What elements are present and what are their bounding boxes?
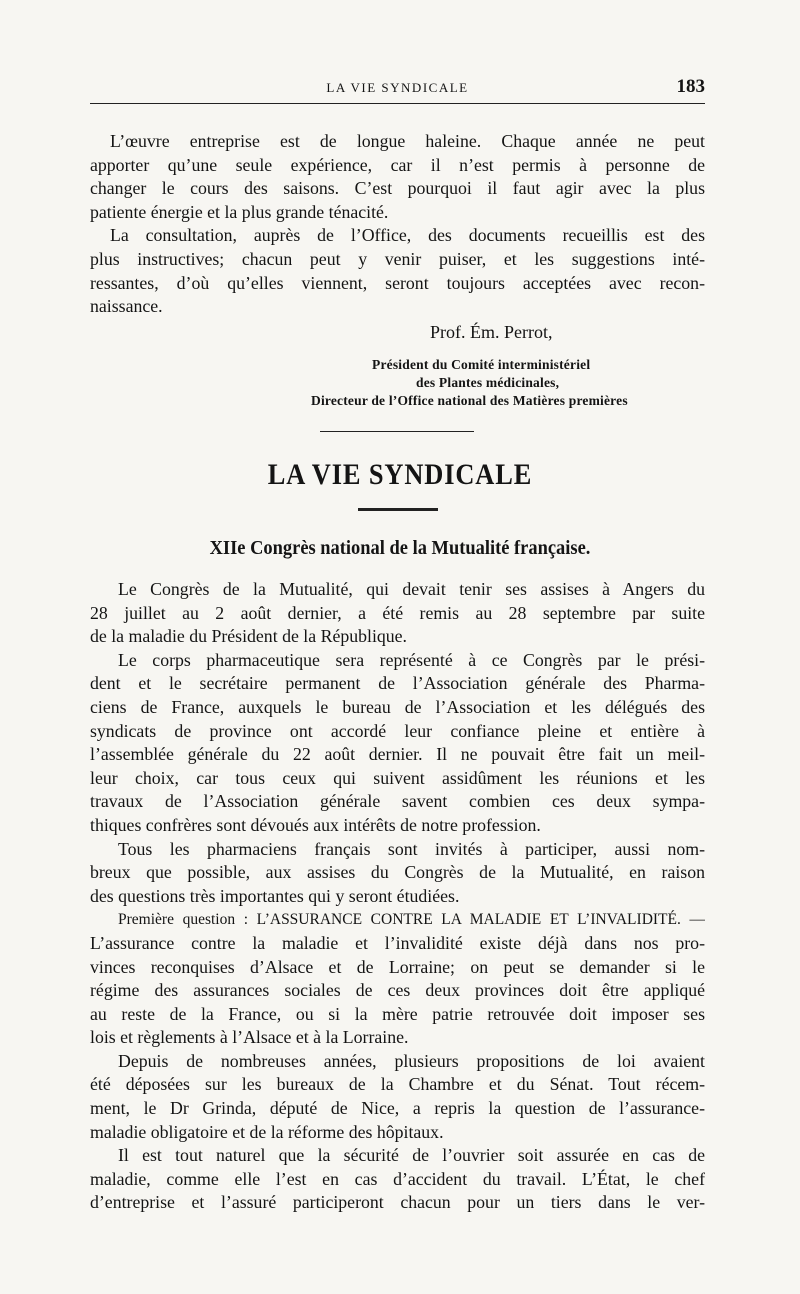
intro-line: changer le cours des saisons. C’est pourquoi il faut agir avec la plus <box>90 178 705 199</box>
signature-title-line: Président du Comité interministériel <box>372 357 591 372</box>
running-title: LA VIE SYNDICALE <box>326 80 469 95</box>
body-line: 28 juillet au 2 août dernier, a été remis au 28 septembre par suite <box>90 602 705 623</box>
body-line: au reste de la France, ou si la mère patrie retrouvée doit imposer ses <box>90 1003 705 1024</box>
body-line: été déposées sur les bureaux de la Chambre et du Sénat. Tout récem- <box>90 1074 705 1095</box>
signature-name: Prof. Ém. Perrot, <box>430 322 553 342</box>
running-head <box>90 76 705 100</box>
intro-line: plus instructives; chacun peut y venir puiser, et les suggestions inté- <box>90 248 705 269</box>
body-line: Le corps pharmaceutique sera représenté à ce Congrès par le prési- <box>118 649 705 670</box>
intro-line: L’œuvre entreprise est de longue haleine. Chaque année ne peut <box>110 131 705 151</box>
intro-line: apporter qu’une seule expérience, car il n’est permis à personne de <box>90 154 705 175</box>
body-line: ment, le Dr Grinda, député de Nice, a repris la question de l’assurance- <box>90 1098 705 1119</box>
body-line: leur choix, car tous ceux qui suivent assidûment les réunions et les <box>90 767 705 788</box>
body-line: Depuis de nombreuses années, plusieurs propositions de loi avaient <box>118 1050 705 1071</box>
intro-line: ressantes, d’où qu’elles viennent, seront toujours acceptées avec recon- <box>90 272 705 293</box>
section-title: LA VIE SYNDICALE <box>267 458 533 491</box>
body-line: dent et le secrétaire permanent de l’Association générale des Pharma- <box>90 673 705 694</box>
body-line: d’entreprise et l’assuré participeront chacun pour un tiers dans le ver- <box>90 1192 705 1213</box>
body-line: maladie, comme elle l’est en cas d’accident du travail. L’État, le chef <box>90 1168 705 1189</box>
body-line: Le Congrès de la Mutualité, qui devait tenir ses assises à Angers du <box>118 579 705 599</box>
body-line: Première question : L’ASSURANCE CONTRE LA MALADIE ET L’INVALIDITÉ. — <box>118 911 705 929</box>
body-line: maladie obligatoire et de la réforme des hôpitaux. <box>90 1121 444 1142</box>
body-line: syndicats de province ont accordé leur confiance pleine et entière à <box>90 720 705 741</box>
body-text <box>90 578 705 1215</box>
title-underline <box>358 508 438 511</box>
body-line: l’assemblée générale du 22 août dernier. Il ne pouvait être fait un meil- <box>90 744 705 765</box>
body-line: régime des assurances sociales de ces deux provinces doit être appliqué <box>90 980 705 1001</box>
intro-line: naissance. <box>90 296 163 317</box>
header-rule <box>90 103 705 104</box>
signature-title-line: des Plantes médicinales, <box>416 375 560 390</box>
body-line: Tous les pharmaciens français sont invités à participer, aussi nom- <box>118 838 705 859</box>
body-line: travaux de l’Association générale savent combien ces deux sympa- <box>90 791 705 812</box>
body-line: de la maladie du Président de la République. <box>90 626 408 647</box>
body-line: vinces reconquises d’Alsace et de Lorraine; on peut se demander si le <box>90 956 705 977</box>
signature-title-line: Directeur de l’Office national des Matières premières <box>311 393 628 408</box>
intro-line: La consultation, auprès de l’Office, des documents recueillis est des <box>110 225 705 246</box>
intro-text <box>90 130 705 319</box>
body-line: ciens de France, auxquels le bureau de l’Association et les délégués des <box>90 696 705 717</box>
section-separator <box>320 431 474 432</box>
body-line: Il est tout naturel que la sécurité de l’ouvrier soit assurée en cas de <box>118 1145 705 1166</box>
body-line: lois et règlements à l’Alsace et à la Lorraine. <box>90 1027 409 1048</box>
body-line: des questions très importantes qui y seront étudiées. <box>90 885 460 906</box>
body-line: L’assurance contre la maladie et l’invalidité existe déjà dans nos pro- <box>90 932 705 953</box>
intro-line: patiente énergie et la plus grande ténacité. <box>90 201 389 222</box>
body-line: breux que possible, aux assises du Congrès de la Mutualité, en raison <box>90 862 705 883</box>
body-line: thiques confrères sont dévoués aux intérêts de notre profession. <box>90 814 541 835</box>
page-number: 183 <box>676 76 705 97</box>
subsection-title: XIIe Congrès national de la Mutualité française. <box>209 537 591 559</box>
